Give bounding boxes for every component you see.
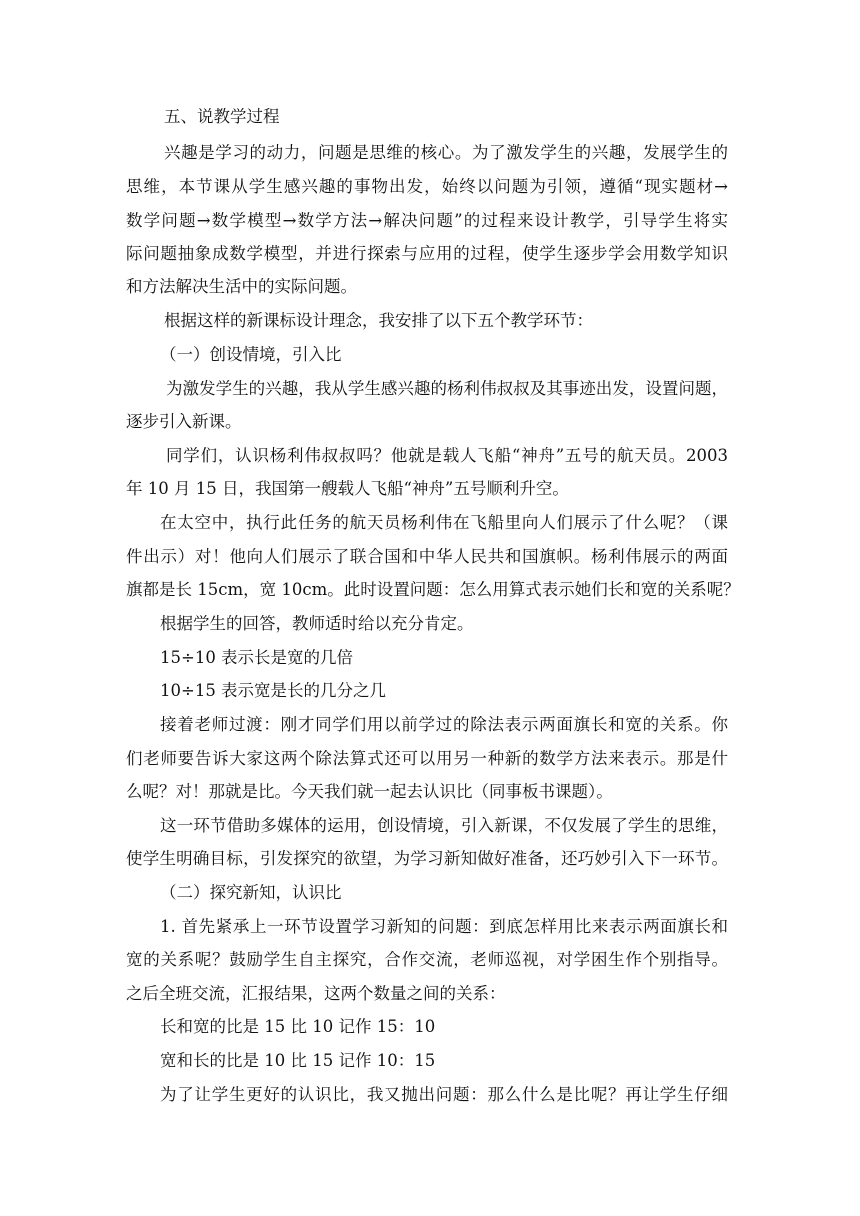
- paragraph-line: 们老师要告诉大家这两个除法算式还可以用另一种新的数学方法来表示。那是什: [126, 749, 728, 768]
- paragraph-line: 为激发学生的兴趣，我从学生感兴趣的杨利伟叔叔及其事迹出发，设置问题，: [166, 379, 728, 398]
- paragraph-line: 这一环节借助多媒体的运用，创设情境，引入新课，不仅发展了学生的思维，: [160, 816, 728, 835]
- paragraph-line: 1. 首先紧承上一环节设置学习新知的问题：到底怎样用比来表示两面旗长和: [160, 917, 728, 936]
- formula-line: 10÷15 表示宽是长的几分之几: [160, 681, 387, 700]
- subsection-heading: （二）探究新知，认识比: [160, 883, 342, 902]
- paragraph-line: 思维，本节课从学生感兴趣的事物出发，始终以问题为引领，遵循“现实题材→: [126, 177, 728, 196]
- paragraph-line: 逐步引入新课。: [126, 412, 242, 431]
- paragraph-line: 旗都是长 15cm，宽 10cm。此时设置问题：怎么用算式表示她们长和宽的关系呢？: [126, 580, 740, 599]
- paragraph-line: 和方法解决生活中的实际问题。: [126, 277, 357, 296]
- ratio-line: 长和宽的比是 15 比 10 记作 15：10: [160, 1017, 436, 1036]
- paragraph-line: 数学问题→数学模型→数学方法→解决问题”的过程来设计教学，引导学生将实: [126, 211, 728, 230]
- paragraph-line: 根据学生的回答，教师适时给以充分肯定。: [160, 614, 474, 633]
- paragraph-line: 际问题抽象成数学模型，并进行探索与应用的过程，使学生逐步学会用数学知识: [126, 244, 728, 263]
- paragraph-line: 使学生明确目标，引发探究的欲望，为学习新知做好准备，还巧妙引入下一环节。: [126, 849, 728, 868]
- subsection-heading: （一）创设情境，引入比: [160, 345, 342, 364]
- paragraph-line: 之后全班交流，汇报结果，这两个数量之间的关系：: [126, 984, 506, 1003]
- formula-line: 15÷10 表示长是宽的几倍: [160, 648, 354, 667]
- paragraph-line: 宽的关系呢？鼓励学生自主探究，合作交流，老师巡视，对学困生作个别指导。: [126, 950, 728, 969]
- paragraph-line: 件出示）对！他向人们展示了联合国和中华人民共和国旗帜。杨利伟展示的两面: [126, 547, 728, 566]
- paragraph-line: 么呢？对！那就是比。今天我们就一起去认识比（同事板书课题）。: [126, 782, 613, 801]
- paragraph-line: 根据这样的新课标设计理念，我安排了以下五个教学环节：: [164, 311, 593, 330]
- paragraph-line: 兴趣是学习的动力，问题是思维的核心。为了激发学生的兴趣，发展学生的: [164, 143, 728, 162]
- paragraph-line: 年 10 月 15 日，我国第一艘载人飞船“神舟”五号顺利升空。: [126, 479, 569, 498]
- paragraph-line: 在太空中，执行此任务的航天员杨利伟在飞船里向人们展示了什么呢？（课: [160, 513, 728, 532]
- paragraph-line: 为了让学生更好的认识比，我又抛出问题：那么什么是比呢？再让学生仔细: [160, 1085, 728, 1104]
- paragraph-line: 同学们，认识杨利伟叔叔吗？他就是载人飞船“神舟”五号的航天员。2003: [166, 446, 728, 465]
- section-heading: 五、说教学过程: [164, 107, 280, 126]
- paragraph-line: 接着老师过渡：刚才同学们用以前学过的除法表示两面旗长和宽的关系。你: [160, 715, 728, 734]
- ratio-line: 宽和长的比是 10 比 15 记作 10：15: [160, 1051, 436, 1070]
